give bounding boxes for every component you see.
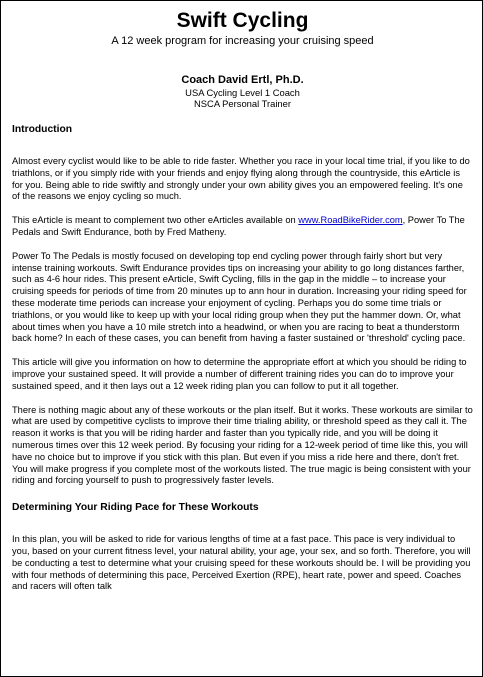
paragraph-complement	[12, 215, 473, 239]
riding-pace-heading: Determining Your Riding Pace for These Workouts	[12, 502, 259, 514]
author-block	[12, 74, 473, 109]
author-name: Coach David Ertl, Ph.D.	[181, 74, 304, 86]
paragraph-riding-pace: In this plan, you will be asked to ride for various lengths of time at a fast pace. This pace is very individual to you, based on your current fitness level, your natural ability, your age, your sex, and so forth. Therefore, you will be conducting a test to determine what your cruising speed for these workouts should be. I will be providing you with four methods of determining this pace, Perceived Exertion (RPE), heart rate, power and speed. Coaches and racers will often talk	[12, 534, 471, 592]
paragraph-complement-after: , Power To The Pedals and Swift Endurance, both by Fred Matheny.	[12, 215, 465, 237]
paragraph-no-magic: There is nothing magic about any of these workouts or the plan itself. But it works. These workouts are similar to what are used by competitive cyclists to improve their time trialing ability, or threshold speed as they call it. The reason it works is that you will be riding harder and faster than you typically ride, and you will be doing it numerous times over this 12 week period. By focusing your riding for a 12-week period of time like this, you will have no choice but to improve if you stick with this plan. But even if you miss a ride here and there, don't fret. You will make progress if you complete most of the workouts listed. The true magic is being consistent with your riding and forcing yourself to push to progressively faster levels.	[12, 404, 473, 486]
document-subtitle: A 12 week program for increasing your cruising speed	[111, 35, 374, 47]
introduction-heading: Introduction	[12, 124, 73, 135]
paragraph-complement-before: This eArticle is meant to complement two other eArticles available on	[12, 215, 299, 226]
roadbikerider-link[interactable]: www.RoadBikeRider.com	[298, 215, 403, 226]
author-credential-2: NSCA Personal Trainer	[194, 98, 291, 109]
paragraph-article-overview: This article will give you information on how to determine the appropriate effort at which you should be riding to improve your sustained speed. It will provide a number of different training rides you can do to improve your sustained speed, and it then lays out a 12 week riding plan you can follow to put it all together.	[12, 357, 467, 391]
paragraph-intro: Almost every cyclist would like to be able to ride faster. Whether you race in your local time trial, if you like to do triathlons, or if you simply ride with your friends and enjoy flying along through the countryside, this eArticle is for you. Being able to ride swiftly and strongly under your own ability gives you an empowered feeling. It's one of the reasons we enjoy cycling so much.	[12, 156, 470, 202]
document-title: Swift Cycling	[176, 9, 309, 32]
author-credential-1: USA Cycling Level 1 Coach	[185, 87, 300, 98]
paragraph-power-to-the-pedals: Power To The Pedals is mostly focused on developing top end cycling power through fairly short but very intense training workouts. Swift Endurance provides tips on increasing your ability to go long distances farther, such as 4-6 hour rides. This present eArticle, Swift Cycling, fills in the gap in the middle – to increase your cruising speeds for periods of time from 20 minutes up to ann hour in duration. Increasing your riding speed for these moderate time periods can increase your enjoyment of cycling. Perhaps you do some time trials or triathlons, or you would like to keep up with your local riding group when they put the hammer down. Or, what about times when you have a 10 mile stretch into a headwind, or when you are racing to beat a thunderstorm back home? In each of these cases, you can benefit from having a faster sustained or 'threshold' cycling pace.	[12, 250, 467, 344]
